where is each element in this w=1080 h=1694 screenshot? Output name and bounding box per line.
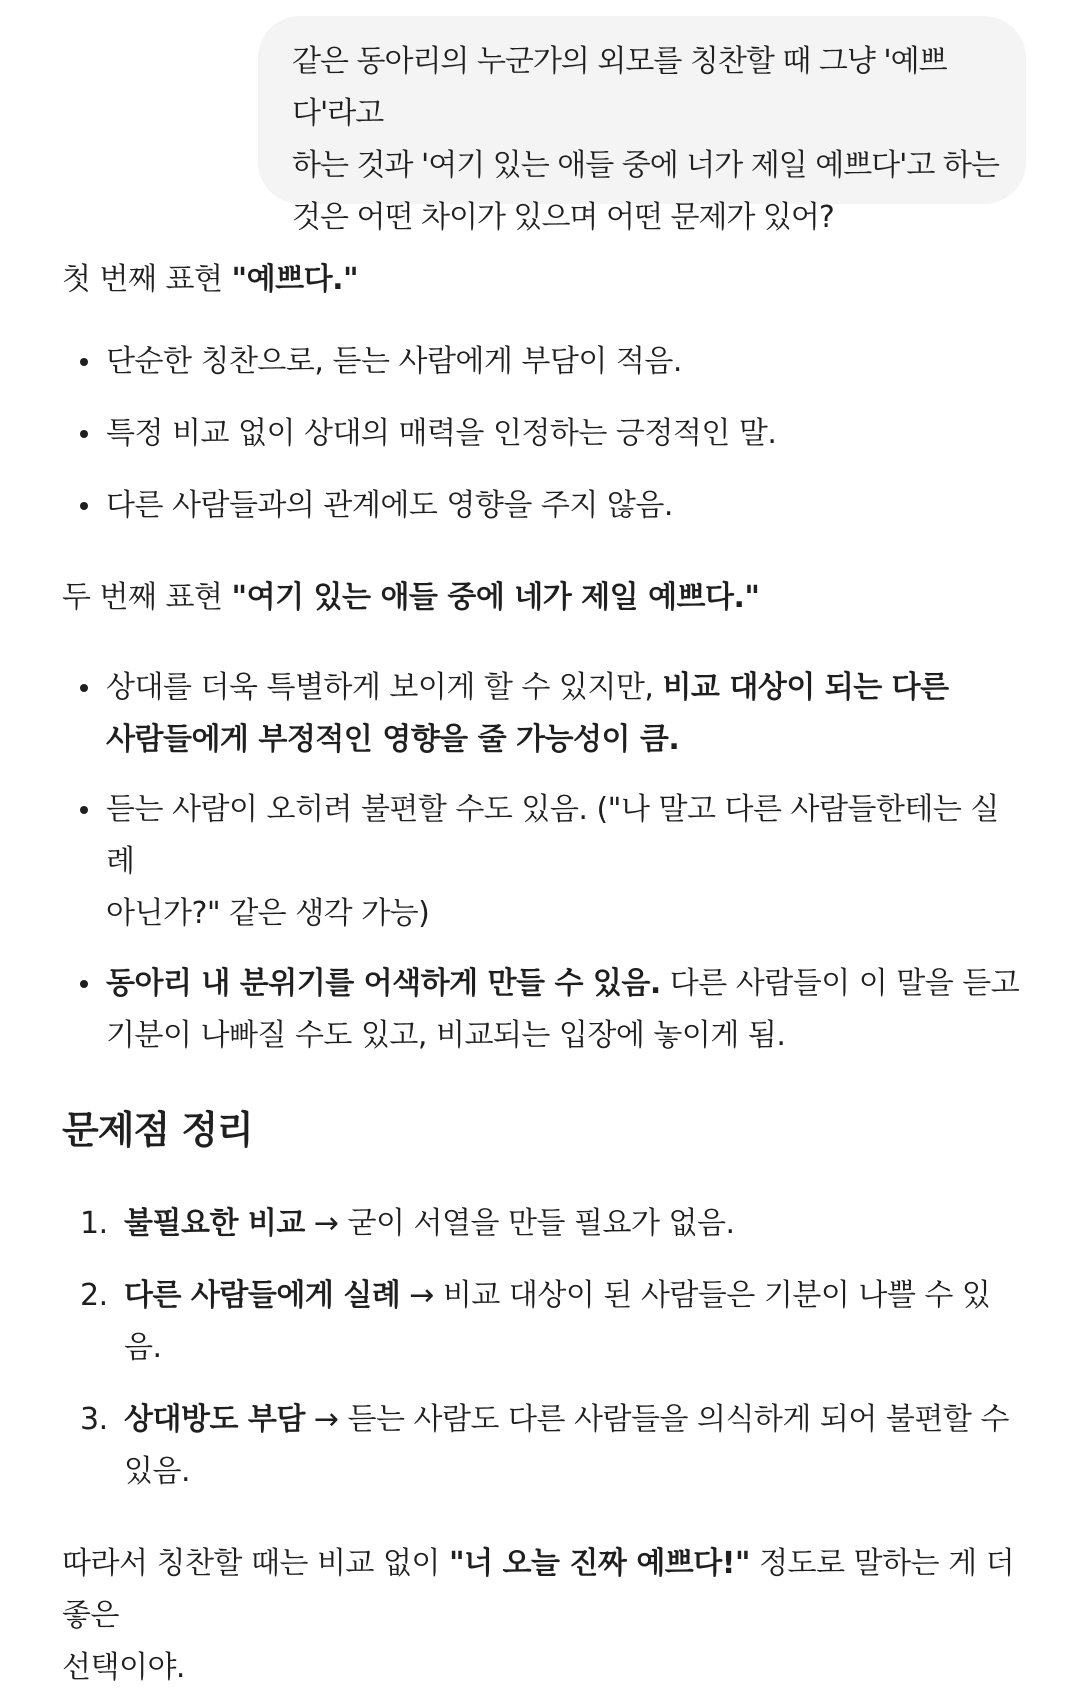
summary-list: [62, 1198, 1022, 1498]
summary-item-text: → 비교 대상이 된 사람들은 기분이 나쁠 수 있음.: [124, 1278, 991, 1365]
summary-item-title: 상대방도 부담: [124, 1402, 305, 1437]
list-item-text: 특정 비교 없이 상대의 매력을 인정하는 긍정적인 말.: [106, 416, 777, 451]
summary-item: [62, 1394, 1022, 1498]
bullet-dot: [80, 806, 88, 814]
second-expression-list: [62, 662, 1022, 1062]
summary-item-title: 불필요한 비교: [124, 1206, 305, 1241]
list-item-text: 다른 사람들과의 관계에도 영향을 주지 않음.: [106, 488, 673, 523]
intro-text: 첫 번째 표현: [62, 262, 232, 297]
user-message-line: 하는 것과 '여기 있는 애들 중에 너가 제일 예쁘다'고 하는: [292, 148, 999, 183]
list-item: [62, 958, 1022, 1062]
user-message-line: 것은 어떤 차이가 있으며 어떤 문제가 있어?: [292, 200, 834, 235]
summary-item-text: → 굳이 서열을 만들 필요가 없음.: [304, 1206, 735, 1241]
list-item-emphasis: 비교 대상이 되는 다른: [662, 670, 949, 705]
summary-item-number: 2.: [80, 1278, 108, 1313]
bullet-dot: [80, 430, 88, 438]
bullet-dot: [80, 358, 88, 366]
conclusion-text: 선택이야.: [62, 1650, 185, 1685]
bullet-dot: [80, 980, 88, 988]
conclusion-quote: "너 오늘 진짜 예쁘다!": [448, 1546, 751, 1581]
summary-item-title: 다른 사람들에게 실례: [124, 1278, 401, 1313]
list-item-text: 듣는 사람이 오히려 불편할 수도 있음. ("나 말고 다른 사람들한테는 실례: [106, 792, 999, 879]
assistant-answer: [62, 254, 1022, 1694]
intro-quote: "예쁘다.": [231, 262, 359, 297]
list-item-text: 아닌가?" 같은 생각 가능): [106, 896, 430, 931]
intro-quote: "여기 있는 애들 중에 네가 제일 예쁘다.": [231, 580, 760, 615]
list-item-text: 단순한 칭찬으로, 듣는 사람에게 부담이 적음.: [106, 344, 682, 379]
second-expression-intro: [62, 572, 1022, 624]
first-expression-intro: [62, 254, 1022, 306]
summary-heading: 문제점 정리: [62, 1108, 253, 1152]
list-item-emphasis: 동아리 내 분위기를 어색하게 만들 수 있음.: [106, 966, 661, 1001]
bullet-dot: [80, 502, 88, 510]
list-item-emphasis: 사람들에게 부정적인 영향을 줄 가능성이 큼.: [106, 722, 680, 757]
summary-item: [62, 1198, 1022, 1250]
list-item: [62, 784, 1022, 940]
list-item-text: 다른 사람들이 이 말을 듣고: [660, 966, 1020, 1001]
intro-text: 두 번째 표현: [62, 580, 232, 615]
conclusion-text: 정도로 말하는 게 더 좋은: [62, 1546, 1015, 1633]
user-message-bubble: [258, 16, 1026, 235]
first-expression-list: [62, 336, 1022, 532]
list-item: [62, 336, 1022, 388]
list-item: [62, 408, 1022, 460]
summary-item-number: 1.: [80, 1206, 108, 1241]
list-item-text: 기분이 나빠질 수도 있고, 비교되는 입장에 놓이게 됨.: [106, 1018, 786, 1053]
list-item-text: 상대를 더욱 특별하게 보이게 할 수 있지만,: [106, 670, 663, 705]
list-item: [62, 662, 1022, 766]
bullet-dot: [80, 684, 88, 692]
list-item: [62, 480, 1022, 532]
summary-item-number: 3.: [80, 1402, 108, 1437]
user-message-line: 같은 동아리의 누군가의 외모를 칭찬할 때 그냥 '예쁘다'라고: [292, 44, 947, 131]
conclusion-text: 따라서 칭찬할 때는 비교 없이: [62, 1546, 449, 1581]
conclusion: [62, 1538, 1022, 1694]
summary-item: [62, 1270, 1022, 1374]
summary-item-text: 있음.: [124, 1454, 190, 1489]
summary-item-text: → 듣는 사람도 다른 사람들을 의식하게 되어 불편할 수: [304, 1402, 1009, 1437]
